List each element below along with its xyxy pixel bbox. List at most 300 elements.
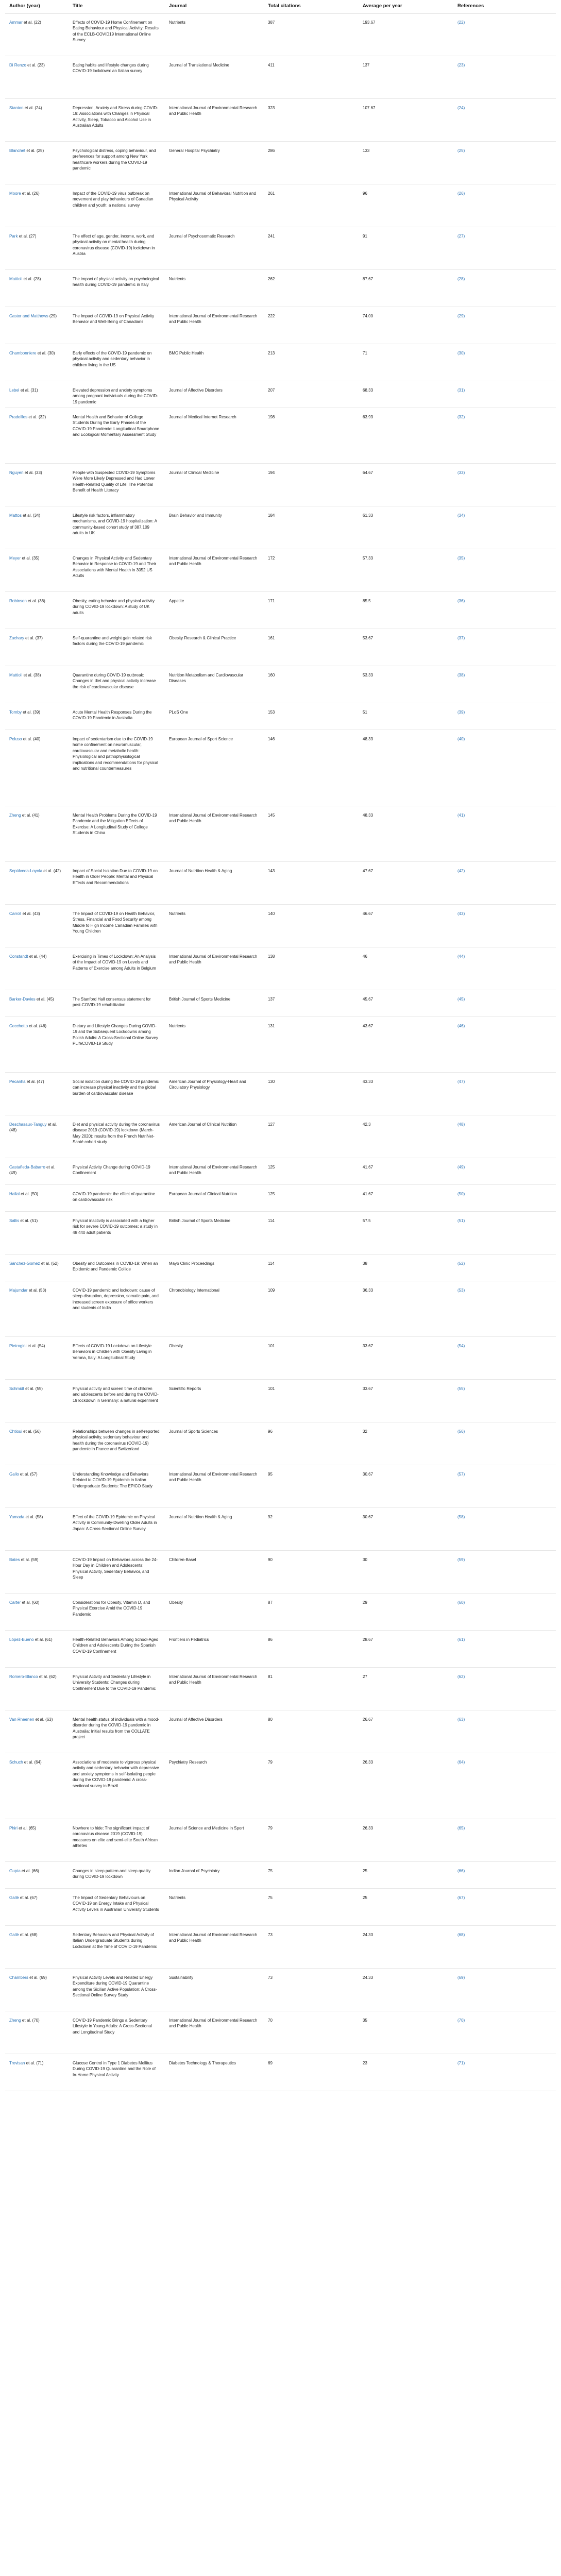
total-citations-cell: 138 (264, 947, 359, 990)
total-citations-cell: 125 (264, 1158, 359, 1184)
journal-cell: International Journal of Environmental Research and Public Health (165, 947, 264, 990)
author-link[interactable]: Di Renzo (9, 62, 26, 67)
author-suffix: et al. (40) (23, 736, 41, 741)
reference-cell (453, 1158, 556, 1184)
author-link[interactable]: Van Rheenen (9, 1717, 35, 1722)
reference-link[interactable]: (47) (457, 1079, 465, 1084)
author-suffix: et al. (59) (21, 1557, 39, 1562)
author-link[interactable]: Peluso (9, 736, 22, 741)
average-per-year-cell: 25 (359, 1888, 453, 1925)
reference-link[interactable]: (59) (457, 1557, 465, 1562)
author-suffix: et al. (31) (20, 387, 38, 393)
author-link[interactable]: Park (9, 233, 18, 239)
author-link[interactable]: Mattioli (9, 276, 23, 281)
author-link[interactable]: Chtioui (9, 1429, 22, 1434)
author-link[interactable]: Yamada (9, 1514, 25, 1519)
author-link[interactable]: Ammar (9, 20, 23, 25)
journal-cell: International Journal of Environmental Research and Public Health (165, 1158, 264, 1184)
author-suffix: et al. (62) (39, 1674, 57, 1679)
title-cell: Exercising in Times of Lockdown: An Analysis of the Impact of COVID-19 on Levels and Patterns of Exercise among Adults in Belgium (69, 947, 165, 990)
reference-link[interactable]: (51) (457, 1218, 465, 1223)
reference-cell (453, 1507, 556, 1550)
reference-link[interactable]: (30) (457, 350, 465, 355)
title-cell: Health-Related Behaviors Among School-Aged Children and Adolescents During the Spanish COVID-19 Confinement (69, 1630, 165, 1667)
author-link[interactable]: Meyer (9, 555, 21, 561)
author-suffix: et al. (68) (20, 1932, 38, 1937)
total-citations-cell: 109 (264, 1281, 359, 1336)
total-citations-cell: 95 (264, 1465, 359, 1507)
journal-cell: Journal of Nutrition Health & Aging (165, 1507, 264, 1550)
author-link[interactable]: Bates (9, 1557, 20, 1562)
journal-cell: Journal of Affective Disorders (165, 1710, 264, 1753)
author-link[interactable]: Lebel (9, 387, 20, 393)
reference-link[interactable]: (53) (457, 1287, 465, 1293)
reference-cell (453, 344, 556, 381)
table-header (5, 0, 556, 13)
author-suffix: et al. (27) (19, 233, 37, 239)
title-cell: The Stanford Hall consensus statement for post-COVID-19 rehabilitation (69, 990, 165, 1016)
author-link[interactable]: Nguyen (9, 470, 24, 475)
average-per-year-cell: 24.33 (359, 1925, 453, 1968)
reference-link[interactable]: (42) (457, 868, 465, 873)
author-cell (5, 549, 69, 591)
reference-cell (453, 381, 556, 408)
total-citations-cell: 75 (264, 1888, 359, 1925)
total-citations-cell: 387 (264, 13, 359, 56)
title-cell: Quarantine during COVID-19 outbreak: Changes in diet and physical activity increase the risk of cardiovascular disease (69, 666, 165, 703)
reference-link[interactable]: (29) (457, 313, 465, 318)
author-cell (5, 806, 69, 861)
average-per-year-cell: 26.67 (359, 1710, 453, 1753)
author-suffix: et al. (52) (41, 1261, 59, 1266)
reference-link[interactable]: (58) (457, 1514, 465, 1519)
total-citations-cell: 80 (264, 1710, 359, 1753)
title-cell: The impact of physical activity on psychological health during COVID-19 pandemic in Italy (69, 269, 165, 307)
average-per-year-cell: 42.3 (359, 1115, 453, 1158)
author-link[interactable]: Chambonniere (9, 350, 37, 355)
reference-link[interactable]: (67) (457, 1895, 465, 1900)
table-row (5, 1667, 556, 1710)
reference-cell (453, 1016, 556, 1072)
author-link[interactable]: Constandt (9, 954, 28, 959)
author-link[interactable]: Castor and Matthews (9, 313, 48, 318)
author-cell (5, 1888, 69, 1925)
average-per-year-cell: 41.67 (359, 1158, 453, 1184)
reference-link[interactable]: (25) (457, 148, 465, 153)
title-cell: Understanding Knowledge and Behaviors Related to COVID-19 Epidemic in Italian Undergraduate Students: The EPICO Study (69, 1465, 165, 1507)
journal-cell: Journal of Nutrition Health & Aging (165, 861, 264, 904)
author-cell (5, 904, 69, 947)
total-citations-cell: 261 (264, 184, 359, 227)
journal-cell: Obesity (165, 1336, 264, 1379)
reference-link[interactable]: (60) (457, 1600, 465, 1605)
reference-link[interactable]: (61) (457, 1637, 465, 1642)
title-cell: The Impact of Sedentary Behaviours on COVID-19 on Energy Intake and Physical Activity Levels in Australian University Students (69, 1888, 165, 1925)
journal-cell: International Journal of Environmental Research and Public Health (165, 1465, 264, 1507)
average-per-year-cell: 193.67 (359, 13, 453, 56)
author-link[interactable]: Mattos (9, 513, 22, 518)
total-citations-cell: 92 (264, 1507, 359, 1550)
reference-link[interactable]: (52) (457, 1261, 465, 1266)
reference-link[interactable]: (39) (457, 709, 465, 715)
author-cell (5, 1016, 69, 1072)
header-total-citations: Total citations (264, 0, 359, 13)
author-link[interactable]: Zheng (9, 2018, 21, 2023)
journal-cell: Journal of Translational Medicine (165, 56, 264, 98)
total-citations-cell: 213 (264, 344, 359, 381)
author-link[interactable]: Sepúlveda-Loyola (9, 868, 43, 873)
table-row (5, 344, 556, 381)
table-row (5, 408, 556, 463)
author-link[interactable]: Deschasaux-Tanguy (9, 1122, 47, 1127)
reference-cell (453, 13, 556, 56)
author-suffix: et al. (53) (28, 1287, 46, 1293)
title-cell: Effects of COVID-19 Lockdown on Lifestyle Behaviors in Children with Obesity Living in Verona, Italy: A Longitudinal Study (69, 1336, 165, 1379)
average-per-year-cell: 85.5 (359, 591, 453, 629)
reference-link[interactable]: (64) (457, 1759, 465, 1765)
table-row (5, 1281, 556, 1336)
author-link[interactable]: Schuch (9, 1759, 23, 1765)
table-row (5, 56, 556, 98)
reference-link[interactable]: (44) (457, 954, 465, 959)
average-per-year-cell: 45.67 (359, 990, 453, 1016)
reference-link[interactable]: (37) (457, 635, 465, 640)
reference-link[interactable]: (45) (457, 996, 465, 1002)
journal-cell: Obesity (165, 1593, 264, 1630)
author-cell (5, 408, 69, 463)
author-link[interactable]: Gallè (9, 1895, 19, 1900)
reference-cell (453, 141, 556, 184)
title-cell: Sedentary Behaviors and Physical Activity of Italian Undergraduate Students during Lockdown at the Time of COVID-19 Pandemic (69, 1925, 165, 1968)
table-row (5, 904, 556, 947)
author-cell (5, 1593, 69, 1630)
reference-link[interactable]: (43) (457, 911, 465, 916)
author-cell (5, 56, 69, 98)
author-suffix: et al. (51) (20, 1218, 38, 1223)
average-per-year-cell: 107.67 (359, 98, 453, 141)
author-link[interactable]: Gupta (9, 1868, 21, 1873)
journal-cell: International Journal of Environmental Research and Public Health (165, 1925, 264, 1968)
table-row (5, 506, 556, 549)
total-citations-cell: 73 (264, 1925, 359, 1968)
author-suffix: et al. (37) (25, 635, 43, 640)
total-citations-cell: 75 (264, 1861, 359, 1888)
table-row (5, 1968, 556, 2011)
author-cell (5, 1115, 69, 1158)
title-cell: Mental Health Problems During the COVID-19 Pandemic and the Mitigation Effects of Exercise: A Longitudinal Study of College Students in China (69, 806, 165, 861)
total-citations-cell: 140 (264, 904, 359, 947)
author-link[interactable]: Castañeda-Babarro (9, 1164, 45, 1170)
total-citations-cell: 286 (264, 141, 359, 184)
table-row (5, 1630, 556, 1667)
header-author: Author (year) (5, 0, 69, 13)
average-per-year-cell: 46.67 (359, 904, 453, 947)
average-per-year-cell: 36.33 (359, 1281, 453, 1336)
journal-cell: Nutrients (165, 269, 264, 307)
average-per-year-cell: 43.67 (359, 1016, 453, 1072)
author-suffix: et al. (35) (22, 555, 40, 561)
author-cell (5, 1925, 69, 1968)
journal-cell: Brain Behavior and Immunity (165, 506, 264, 549)
author-cell (5, 1710, 69, 1753)
title-cell: The effect of age, gender, income, work, and physical activity on mental health during coronavirus disease (COVID-19) lockdown in Austria (69, 227, 165, 269)
average-per-year-cell: 24.33 (359, 1968, 453, 2011)
reference-link[interactable]: (46) (457, 1023, 465, 1028)
reference-cell (453, 549, 556, 591)
average-per-year-cell: 137 (359, 56, 453, 98)
average-per-year-cell: 35 (359, 2011, 453, 2054)
title-cell: Lifestyle risk factors, inflammatory mechanisms, and COVID-19 hospitalization: A community-based cohort study of 387,109 adults in UK (69, 506, 165, 549)
reference-cell (453, 806, 556, 861)
average-per-year-cell: 61.33 (359, 506, 453, 549)
total-citations-cell: 198 (264, 408, 359, 463)
author-link[interactable]: Carroll (9, 911, 22, 916)
reference-link[interactable]: (54) (457, 1343, 465, 1348)
author-link[interactable]: Stanton (9, 105, 24, 110)
reference-link[interactable]: (49) (457, 1164, 465, 1170)
reference-link[interactable]: (33) (457, 470, 465, 475)
total-citations-cell: 114 (264, 1211, 359, 1254)
citations-table (5, 0, 556, 2091)
author-link[interactable]: Pradeilles (9, 414, 28, 419)
author-cell (5, 344, 69, 381)
table-row (5, 703, 556, 730)
author-suffix: et al. (46) (29, 1023, 47, 1028)
author-suffix: et al. (67) (20, 1895, 38, 1900)
author-link[interactable]: Chambers (9, 1975, 28, 1980)
author-suffix: et al. (56) (23, 1429, 41, 1434)
reference-link[interactable]: (71) (457, 2060, 465, 2065)
reference-link[interactable]: (32) (457, 414, 465, 419)
reference-link[interactable]: (40) (457, 736, 465, 741)
journal-cell: Nutrients (165, 1888, 264, 1925)
title-cell: Dietary and Lifestyle Changes During COVID-19 and the Subsequent Lockdowns among Polish Adults: A Cross-Sectional Online Survey PLifeCOVID-19 Study (69, 1016, 165, 1072)
reference-link[interactable]: (28) (457, 276, 465, 281)
table-row (5, 1072, 556, 1115)
author-link[interactable]: Schmidt (9, 1386, 24, 1391)
author-link[interactable]: Barker-Davies (9, 996, 36, 1002)
title-cell: Nowhere to hide: The significant impact of coronavirus disease 2019 (COVID-19) measures on elite and semi-elite South African athletes (69, 1819, 165, 1861)
author-link[interactable]: Pecanha (9, 1079, 26, 1084)
reference-link[interactable]: (24) (457, 105, 465, 110)
reference-link[interactable]: (62) (457, 1674, 465, 1679)
title-cell: Impact of the COVID-19 virus outbreak on movement and play behaviours of Canadian children and youth: a national survey (69, 184, 165, 227)
author-link[interactable]: Robinson (9, 598, 27, 603)
table-row (5, 2054, 556, 2091)
title-cell: Relationships between changes in self-reported physical activity, sedentary behaviour and health during the coronavirus (COVID-19) pandemic in France and Switzerland (69, 1422, 165, 1465)
average-per-year-cell: 27 (359, 1667, 453, 1710)
average-per-year-cell: 51 (359, 703, 453, 730)
title-cell: Early effects of the COVID-19 pandemic on physical activity and sedentary behavior in children living in the US (69, 344, 165, 381)
author-suffix: et al. (26) (22, 191, 40, 196)
total-citations-cell: 143 (264, 861, 359, 904)
journal-cell: American Journal of Clinical Nutrition (165, 1115, 264, 1158)
journal-cell: European Journal of Clinical Nutrition (165, 1184, 264, 1211)
table-row (5, 1379, 556, 1422)
total-citations-cell: 241 (264, 227, 359, 269)
total-citations-cell: 207 (264, 381, 359, 408)
average-per-year-cell: 33.67 (359, 1379, 453, 1422)
total-citations-cell: 101 (264, 1336, 359, 1379)
author-link[interactable]: Zheng (9, 812, 21, 818)
author-cell (5, 1072, 69, 1115)
title-cell: Impact of Social Isolation Due to COVID-19 on Health in Older People: Mental and Physical Effects and Recommendations (69, 861, 165, 904)
header-references: References (453, 0, 556, 13)
total-citations-cell: 90 (264, 1550, 359, 1593)
total-citations-cell: 160 (264, 666, 359, 703)
table-row (5, 1184, 556, 1211)
author-link[interactable]: Hallal (9, 1191, 20, 1196)
author-suffix: et al. (58) (25, 1514, 43, 1519)
author-suffix: et al. (32) (28, 414, 46, 419)
author-suffix: et al. (57) (20, 1471, 38, 1477)
journal-cell: Scientific Reports (165, 1379, 264, 1422)
author-link[interactable]: Phiri (9, 1825, 18, 1831)
author-link[interactable]: Sánchez-Gomez (9, 1261, 40, 1266)
total-citations-cell: 127 (264, 1115, 359, 1158)
author-cell (5, 1753, 69, 1819)
title-cell: Psychological distress, coping behaviour, and preferences for support among New York healthcare workers during the COVID-19 pandemic (69, 141, 165, 184)
reference-link[interactable]: (41) (457, 812, 465, 818)
total-citations-cell: 96 (264, 1422, 359, 1465)
author-cell (5, 307, 69, 344)
reference-link[interactable]: (38) (457, 672, 465, 677)
table-row (5, 1254, 556, 1281)
author-link[interactable]: Majumdar (9, 1287, 28, 1293)
title-cell: COVID-19 pandemic and lockdown: cause of sleep disruption, depression, somatic pain, and increased screen exposure of office workers and students of India (69, 1281, 165, 1336)
average-per-year-cell: 133 (359, 141, 453, 184)
title-cell: Diet and physical activity during the coronavirus disease 2019 (COVID-19) lockdown (March-May 2020): results from the French NutriNet-Santé cohort study (69, 1115, 165, 1158)
author-suffix: et al. (55) (25, 1386, 43, 1391)
total-citations-cell: 101 (264, 1379, 359, 1422)
author-suffix: et al. (48) (9, 1122, 57, 1132)
reference-link[interactable]: (55) (457, 1386, 465, 1391)
journal-cell: European Journal of Sport Science (165, 730, 264, 806)
title-cell: Glucose Control in Type 1 Diabetes Mellitus During COVID-19 Quarantine and the Role of In-Home Physical Activity (69, 2054, 165, 2091)
title-cell: Physical Activity and Sedentary Lifestyle in University Students: Changes during Confinement Due to the COVID-19 Pandemic (69, 1667, 165, 1710)
author-link[interactable]: Blanchet (9, 148, 26, 153)
total-citations-cell: 130 (264, 1072, 359, 1115)
total-citations-cell: 125 (264, 1184, 359, 1211)
reference-link[interactable]: (63) (457, 1717, 465, 1722)
total-citations-cell: 172 (264, 549, 359, 591)
author-link[interactable]: Sallis (9, 1218, 20, 1223)
journal-cell: Journal of Medical Internet Research (165, 408, 264, 463)
table-row (5, 1753, 556, 1819)
reference-link[interactable]: (68) (457, 1932, 465, 1937)
reference-link[interactable]: (35) (457, 555, 465, 561)
title-cell: Acute Mental Health Responses During the COVID-19 Pandemic in Australia (69, 703, 165, 730)
journal-cell: Journal of Psychosomatic Research (165, 227, 264, 269)
table-row (5, 1550, 556, 1593)
author-link[interactable]: López-Bueno (9, 1637, 34, 1642)
journal-cell: Psychiatry Research (165, 1753, 264, 1819)
table-row (5, 1336, 556, 1379)
average-per-year-cell: 48.33 (359, 730, 453, 806)
author-suffix: et al. (66) (22, 1868, 39, 1873)
author-link[interactable]: Trevisan (9, 2060, 25, 2065)
author-link[interactable]: Gallo (9, 1471, 19, 1477)
journal-cell: International Journal of Environmental Research and Public Health (165, 1667, 264, 1710)
author-link[interactable]: Zachary (9, 635, 24, 640)
average-per-year-cell: 23 (359, 2054, 453, 2091)
reference-cell (453, 904, 556, 947)
reference-link[interactable]: (48) (457, 1122, 465, 1127)
total-citations-cell: 262 (264, 269, 359, 307)
average-per-year-cell: 53.67 (359, 629, 453, 666)
author-cell (5, 2054, 69, 2091)
author-link[interactable]: Romero-Blanco (9, 1674, 38, 1679)
reference-link[interactable]: (23) (457, 62, 465, 67)
average-per-year-cell: 32 (359, 1422, 453, 1465)
author-suffix: et al. (71) (26, 2060, 44, 2065)
reference-link[interactable]: (69) (457, 1975, 465, 1980)
author-suffix: et al. (36) (28, 598, 45, 603)
author-link[interactable]: Tornby (9, 709, 22, 715)
average-per-year-cell: 41.67 (359, 1184, 453, 1211)
reference-link[interactable]: (22) (457, 20, 465, 25)
title-cell: People with Suspected COVID-19 Symptoms Were More Likely Depressed and Had Lower Health-Related Quality of Life: The Potential Benefit of Health Literacy (69, 463, 165, 506)
reference-cell (453, 1211, 556, 1254)
table-row (5, 1016, 556, 1072)
header-average-per-year: Average per year (359, 0, 453, 13)
reference-link[interactable]: (70) (457, 2018, 465, 2023)
reference-link[interactable]: (34) (457, 513, 465, 518)
author-suffix: et al. (28) (23, 276, 41, 281)
reference-cell (453, 1281, 556, 1336)
reference-cell (453, 1115, 556, 1158)
author-link[interactable]: Mattioli (9, 672, 23, 677)
reference-link[interactable]: (36) (457, 598, 465, 603)
author-suffix: et al. (50) (21, 1191, 39, 1196)
author-link[interactable]: Carter (9, 1600, 21, 1605)
header-journal: Journal (165, 0, 264, 13)
author-link[interactable]: Cecchetto (9, 1023, 28, 1028)
author-suffix: et al. (63) (35, 1717, 53, 1722)
author-suffix: et al. (45) (36, 996, 54, 1002)
average-per-year-cell: 26.33 (359, 1753, 453, 1819)
title-cell: Eating habits and lifestyle changes during COVID-19 lockdown: an Italian survey (69, 56, 165, 98)
reference-link[interactable]: (31) (457, 387, 465, 393)
total-citations-cell: 70 (264, 2011, 359, 2054)
reference-link[interactable]: (50) (457, 1191, 465, 1196)
table-row (5, 990, 556, 1016)
reference-link[interactable]: (56) (457, 1429, 465, 1434)
title-cell: Considerations for Obesity, Vitamin D, and Physical Exercise Amid the COVID-19 Pandemic (69, 1593, 165, 1630)
reference-link[interactable]: (57) (457, 1471, 465, 1477)
author-link[interactable]: Gallè (9, 1932, 19, 1937)
journal-cell: Journal of Affective Disorders (165, 381, 264, 408)
author-cell (5, 269, 69, 307)
title-cell: Effects of COVID-19 Home Confinement on Eating Behaviour and Physical Activity: Results of the ECLB-COVID19 International Online Survey (69, 13, 165, 56)
reference-link[interactable]: (65) (457, 1825, 465, 1831)
average-per-year-cell: 96 (359, 184, 453, 227)
author-link[interactable]: Moore (9, 191, 21, 196)
table-row (5, 1925, 556, 1968)
author-link[interactable]: Pietrogini (9, 1343, 27, 1348)
reference-link[interactable]: (26) (457, 191, 465, 196)
table-row (5, 1507, 556, 1550)
reference-link[interactable]: (66) (457, 1868, 465, 1873)
title-cell: Mental Health and Behavior of College Students During the Early Phases of the COVID-19 Pandemic: Longitudinal Smartphone and Ecological Momentary Assessment Study (69, 408, 165, 463)
author-cell (5, 703, 69, 730)
journal-cell: Children-Basel (165, 1550, 264, 1593)
author-suffix: et al. (44) (29, 954, 47, 959)
reference-link[interactable]: (27) (457, 233, 465, 239)
average-per-year-cell: 28.67 (359, 1630, 453, 1667)
title-cell: COVID-19 pandemic: the effect of quarantine on cardiovascular risk (69, 1184, 165, 1211)
author-cell (5, 1422, 69, 1465)
